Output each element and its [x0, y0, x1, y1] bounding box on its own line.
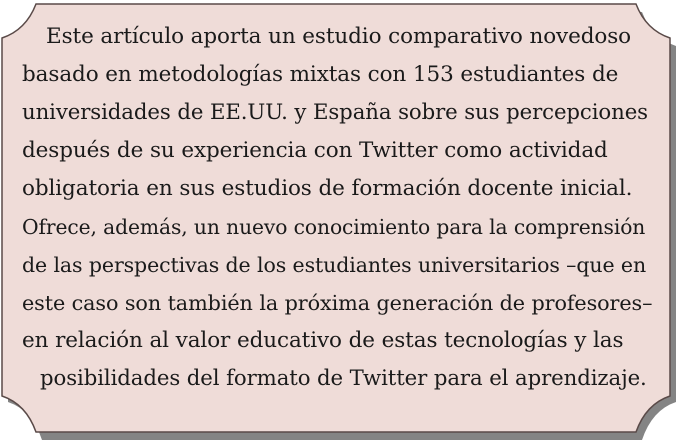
text-line: en relación al valor educativo de estas tecnologías y las: [22, 328, 624, 353]
text-line: obligatoria en sus estudios de formación docente inicial.: [22, 176, 633, 201]
text-line: de las perspectivas de los estudiantes universitarios –que en: [22, 253, 647, 277]
text-line: después de su experiencia con Twitter como actividad: [22, 138, 608, 163]
text-line: Ofrece, además, un nuevo conocimiento para la comprensión: [22, 215, 646, 239]
text-line: posibilidades del formato de Twitter para el aprendizaje.: [40, 366, 647, 391]
text-line: universidades de EE.UU. y España sobre sus percepciones: [22, 100, 648, 125]
text-line: este caso son también la próxima generación de profesores–: [22, 291, 653, 315]
text-line: basado en metodologías mixtas con 153 estudiantes de: [22, 62, 619, 87]
text-line: Este artículo aporta un estudio comparativo novedoso: [46, 24, 632, 49]
